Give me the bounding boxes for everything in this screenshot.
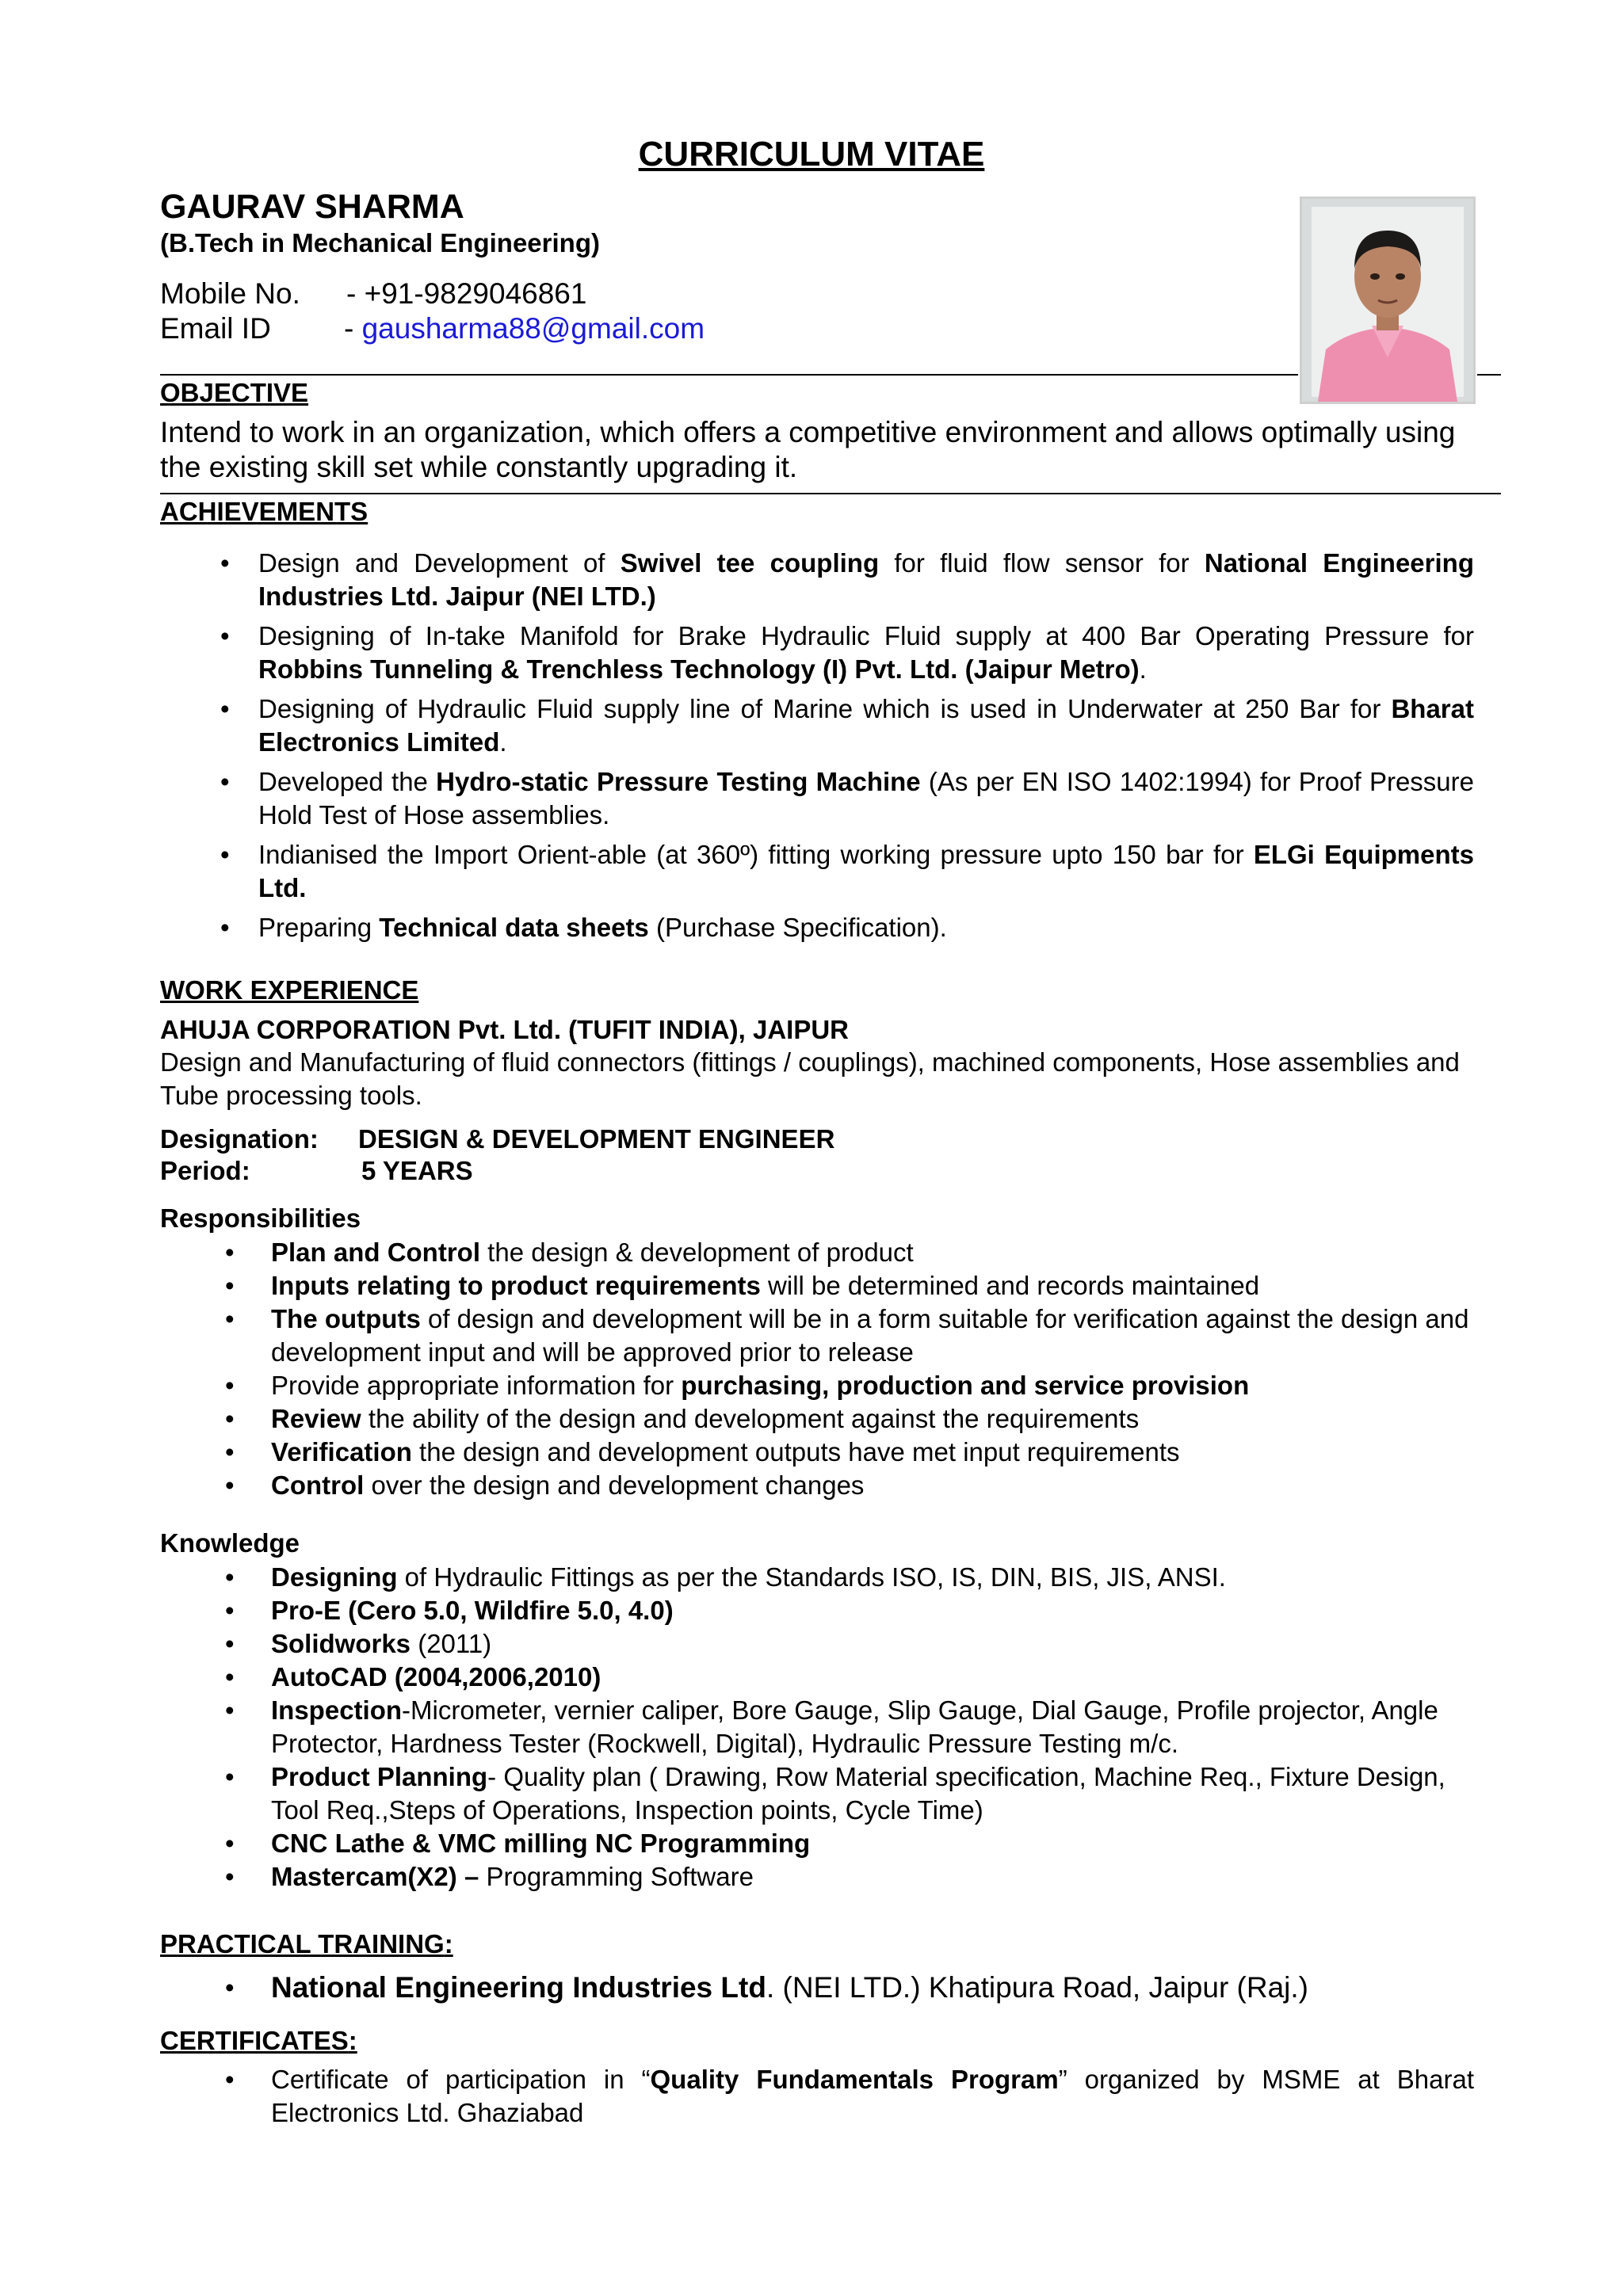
list-item: • The outputs of design and development will be in a form suitable for verification against the design and development input and will be approved prior to release xyxy=(271,1302,1491,1369)
list-item: • Inspection-Micrometer, vernier caliper, Bore Gauge, Slip Gauge, Dial Gauge, Profile projector, Angle Protector, Hardness Tester (Rockwell, Digital), Hydraulic Pressure Testing m/c. xyxy=(271,1694,1491,1760)
list-item: • Mastercam(X2) – Programming Software xyxy=(271,1860,1491,1894)
objective-heading: OBJECTIVE xyxy=(160,378,309,407)
list-item: • Designing of Hydraulic Fittings as per the Standards ISO, IS, DIN, BIS, JIS, ANSI. xyxy=(271,1561,1491,1594)
list-item: • Indianised the Import Orient-able (at 360º) fitting working pressure upto 150 bar for ELGi Equipments Ltd. xyxy=(258,838,1474,905)
mobile-value: - +91-9829046861 xyxy=(346,277,587,310)
training-list xyxy=(271,1970,1491,2006)
objective-divider xyxy=(160,493,1501,494)
list-item: • Preparing Technical data sheets (Purchase Specification). xyxy=(258,911,1474,944)
email-line xyxy=(160,311,705,346)
candidate-degree: (B.Tech in Mechanical Engineering) xyxy=(160,228,600,257)
achievements-heading: ACHIEVEMENTS xyxy=(160,497,369,526)
achievements-list xyxy=(258,547,1474,951)
list-item: • Verification the design and development outputs have met input requirements xyxy=(271,1436,1491,1469)
work-experience-heading: WORK EXPERIENCE xyxy=(160,975,419,1005)
knowledge-list xyxy=(271,1561,1491,1894)
list-item: • CNC Lathe & VMC milling NC Programming xyxy=(271,1827,1491,1860)
period-label: Period: xyxy=(160,1156,250,1185)
list-item: • Review the ability of the design and development against the requirements xyxy=(271,1402,1491,1436)
list-item: • Pro-E (Cero 5.0, Wildfire 5.0, 4.0) xyxy=(271,1594,1491,1627)
mobile-label: Mobile No. xyxy=(160,277,300,310)
mobile-line xyxy=(160,277,586,311)
designation-value: DESIGN & DEVELOPMENT ENGINEER xyxy=(358,1124,835,1154)
header-divider xyxy=(160,374,1298,376)
header-divider-tail xyxy=(1477,374,1501,376)
company-description: Design and Manufacturing of fluid connectors (fittings / couplings), machined components, Hose assemblies and Tube processing tools. xyxy=(160,1047,1460,1110)
email-link[interactable]: gausharma88@gmail.com xyxy=(361,312,705,345)
email-prefix: - xyxy=(344,312,362,345)
list-item: • AutoCAD (2004,2006,2010) xyxy=(271,1661,1491,1694)
designation-row xyxy=(160,1123,834,1155)
list-item: • Product Planning- Quality plan ( Drawing, Row Material specification, Machine Req., Fixture Design, Tool Req.,Steps of Operations, Inspection points, Cycle Time) xyxy=(271,1760,1491,1827)
profile-photo xyxy=(1300,196,1476,404)
list-item: • Solidworks (2011) xyxy=(271,1627,1491,1661)
list-item: • Designing of Hydraulic Fluid supply line of Marine which is used in Underwater at 250 Bar for Bharat Electronics Limited. xyxy=(258,692,1474,759)
responsibilities-list xyxy=(271,1236,1491,1502)
list-item: • Certificate of participation in “Quality Fundamentals Program” organized by MSME at Bharat Electronics Ltd. Ghaziabad xyxy=(271,2063,1474,2130)
practical-training-heading: PRACTICAL TRAINING: xyxy=(160,1929,453,1958)
period-value: 5 YEARS xyxy=(361,1156,473,1185)
list-item: • Design and Development of Swivel tee coupling for fluid flow sensor for National Engineering Industries Ltd. Jaipur (NEI LTD.) xyxy=(258,547,1474,613)
certificates-heading: CERTIFICATES: xyxy=(160,2026,357,2055)
responsibilities-heading: Responsibilities xyxy=(160,1203,361,1233)
objective-text: Intend to work in an organization, which offers a competitive environment and allows optimally using the existing skill set while constantly upgrading it. xyxy=(160,416,1456,483)
certificates-list xyxy=(271,2063,1474,2130)
designation-label: Designation: xyxy=(160,1124,319,1154)
knowledge-heading: Knowledge xyxy=(160,1528,300,1558)
document-title: CURRICULUM VITAE xyxy=(638,135,985,174)
person-photo-icon xyxy=(1302,199,1473,402)
list-item: • Provide appropriate information for purchasing, production and service provision xyxy=(271,1369,1491,1402)
period-row xyxy=(160,1155,473,1187)
list-item: • Developed the Hydro-static Pressure Testing Machine (As per EN ISO 1402:1994) for Proof Pressure Hold Test of Hose assemblies. xyxy=(258,765,1474,832)
list-item: • Plan and Control the design & development of product xyxy=(271,1236,1491,1269)
list-item: • Designing of In-take Manifold for Brake Hydraulic Fluid supply at 400 Bar Operating Pressure for Robbins Tunneling & Trenchless Technology (I) Pvt. Ltd. (Jaipur Metro). xyxy=(258,620,1474,686)
list-item: • Control over the design and development changes xyxy=(271,1469,1491,1502)
candidate-name: GAURAV SHARMA xyxy=(160,188,464,226)
email-label: Email ID xyxy=(160,312,271,345)
list-item: • Inputs relating to product requirements will be determined and records maintained xyxy=(271,1269,1491,1302)
list-item: • National Engineering Industries Ltd. (NEI LTD.) Khatipura Road, Jaipur (Raj.) xyxy=(271,1970,1491,2006)
company-name: AHUJA CORPORATION Pvt. Ltd. (TUFIT INDIA), JAIPUR xyxy=(160,1015,849,1044)
